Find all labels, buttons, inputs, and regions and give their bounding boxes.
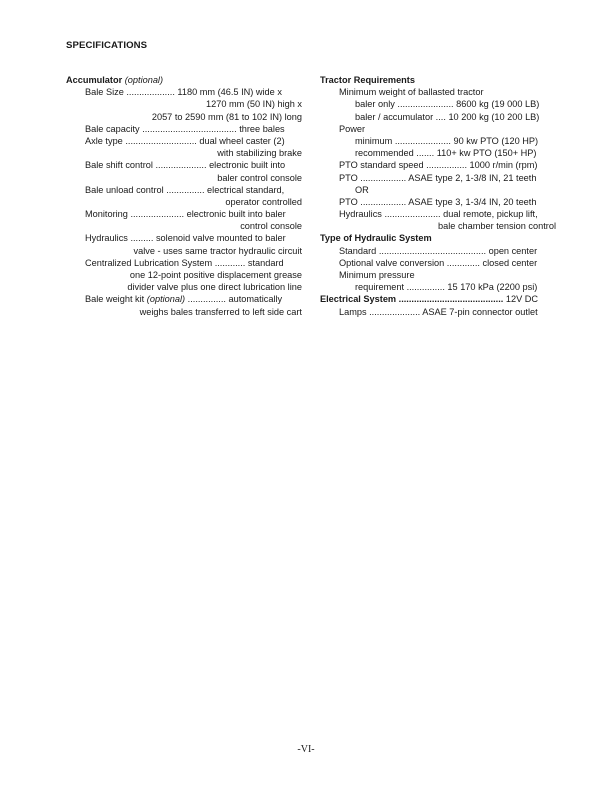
spec-line-requirement: requirement ............... 15 170 kPa (2200 psi): [355, 282, 538, 293]
weight-kit-label: Bale weight kit: [85, 294, 147, 305]
spec-line-power-recommended: recommended ....... 110+ kw PTO (150+ HP): [355, 148, 537, 159]
spec-line-lubrication-cont: divider valve plus one direct lubrication line: [127, 282, 302, 293]
spec-line-bale-size-cont: 1270 mm (50 IN) high x: [206, 99, 302, 110]
spec-line-axle-type-cont: with stabilizing brake: [217, 148, 302, 159]
spec-line-pto-type2: PTO .................. ASAE type 2, 1-3/8 IN, 21 teeth: [339, 172, 537, 183]
spec-line-bale-size: Bale Size ................... 1180 mm (46.5 IN) wide x: [85, 87, 282, 98]
spec-line-pto-speed: PTO standard speed ................ 1000 r/min (rpm): [339, 160, 538, 171]
spec-line-or: OR: [355, 184, 369, 195]
section-note: (optional): [124, 75, 164, 85]
spec-line-bale-shift-cont: baler control console: [217, 172, 302, 183]
spec-line-weight-kit: [66, 293, 302, 305]
spec-line-monitoring-cont: control console: [240, 221, 302, 232]
spec-line-hydraulics-cont: valve - uses same tractor hydraulic circuit: [133, 245, 302, 256]
spec-line-optional-valve: Optional valve conversion ............. closed center: [339, 257, 538, 268]
spec-line-bale-unload: Bale unload control ............... electrical standard,: [85, 184, 285, 195]
section-heading-tractor-requirements: Tractor Requirements: [320, 75, 415, 85]
spec-line-lamps: Lamps .................... ASAE 7-pin connector outlet: [339, 306, 538, 317]
spec-line-hydraulics: Hydraulics ......... solenoid valve mounted to baler: [85, 233, 286, 244]
section-title: Accumulator: [66, 75, 123, 85]
electrical-system-title: Electrical System .........................................: [320, 294, 504, 305]
spec-line-standard: Standard .......................................... open center: [339, 245, 538, 256]
spec-line-monitoring: Monitoring ..................... electronic built into baler: [85, 209, 286, 220]
spec-line-bale-capacity: Bale capacity ..................................... three bales: [85, 123, 285, 134]
spec-line-pto-type3: PTO .................. ASAE type 3, 1-3/4 IN, 20 teeth: [339, 196, 537, 207]
spec-line-power: Power: [339, 123, 366, 134]
spec-line-bale-shift: Bale shift control .................... electronic built into: [85, 160, 286, 171]
right-column: [320, 74, 556, 318]
spec-line-bale-unload-cont: operator controlled: [225, 196, 302, 207]
spec-line-hydraulics-cont: bale chamber tension control: [438, 221, 556, 232]
page-number: -VI-: [297, 744, 315, 755]
electrical-system-value: 12V DC: [503, 294, 539, 305]
weight-kit-note: (optional): [146, 294, 186, 305]
spec-line-lubrication: Centralized Lubrication System ............ standard: [85, 257, 284, 268]
section-heading-accumulator: [66, 74, 302, 86]
spec-line-lubrication-cont: one 12-point positive displacement grease: [129, 270, 302, 280]
spec-line-weight-kit-cont: weighs bales transferred to left side cart: [139, 306, 302, 317]
spec-line-bale-size-cont: 2057 to 2590 mm (81 to 102 IN) long: [151, 111, 302, 122]
spec-line-baler-accumulator: baler / accumulator .... 10 200 kg (10 200 LB): [355, 111, 540, 122]
spec-line-baler-only: baler only ...................... 8600 kg (19 000 LB): [355, 99, 540, 110]
section-heading-hydraulic-system: Type of Hydraulic System: [320, 233, 432, 244]
weight-kit-value: ............... automatically: [185, 294, 283, 305]
spec-line-axle-type: Axle type ............................ dual wheel caster (2): [85, 135, 285, 146]
spec-line-min-pressure: Minimum pressure: [339, 270, 415, 280]
spec-line-hydraulics: Hydraulics ...................... dual remote, pickup lift,: [339, 209, 538, 220]
section-heading-electrical-system: [320, 293, 556, 305]
spec-line-power-minimum: minimum ...................... 90 kw PTO (120 HP): [355, 135, 539, 146]
page-title: SPECIFICATIONS: [66, 40, 148, 51]
spec-line-min-weight: Minimum weight of ballasted tractor: [339, 87, 484, 98]
left-column: [66, 74, 302, 318]
